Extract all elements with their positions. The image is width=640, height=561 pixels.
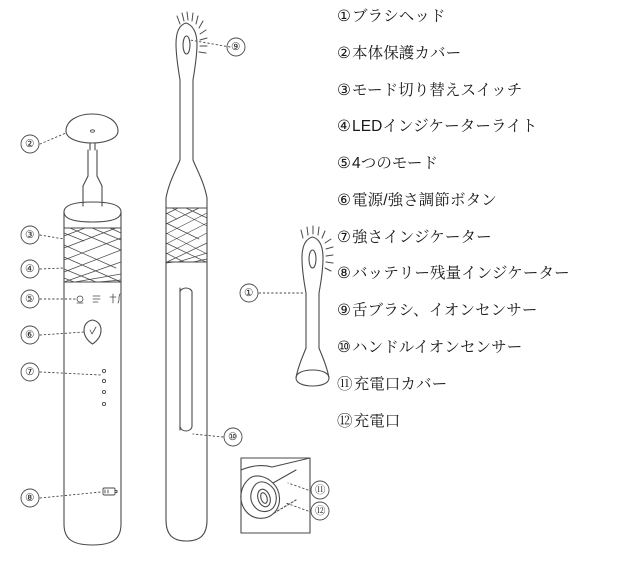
- legend-label-11: 充電口カバー: [353, 375, 448, 393]
- legend-number-11: ⑪: [337, 375, 353, 393]
- legend-label-1: ブラシヘッド: [352, 8, 446, 25]
- legend-label-5: 4つのモード: [352, 155, 439, 173]
- legend-item-6: [337, 192, 637, 211]
- legend-number-9: ⑨: [337, 302, 351, 320]
- legend-item-3: [337, 82, 637, 101]
- legend-item-4: [337, 118, 637, 137]
- legend-label-4: LEDインジケーターライト: [352, 118, 538, 136]
- callout-7: ⑦: [25, 366, 35, 378]
- legend-item-12: [337, 413, 637, 432]
- callout-2: ②: [25, 138, 35, 150]
- legend-item-7: [337, 229, 637, 248]
- legend-label-8: バッテリー残量インジケーター: [352, 265, 570, 283]
- callout-6: ⑥: [25, 329, 35, 341]
- legend-label-12: 充電口: [353, 412, 401, 430]
- legend-number-2: ②: [337, 44, 351, 62]
- assembled-toothbrush-illustration: [166, 12, 207, 541]
- legend-item-9: [337, 302, 637, 321]
- callout-11: ⑪: [315, 484, 326, 496]
- exploded-handle-illustration: [64, 114, 121, 545]
- legend-number-10: ⑩: [337, 339, 351, 357]
- charging-port-detail-illustration: [241, 458, 310, 533]
- legend-item-1: [337, 8, 637, 27]
- legend-number-4: ④: [337, 118, 351, 136]
- callout-9: ⑨: [231, 41, 241, 53]
- legend-item-2: [337, 45, 637, 64]
- legend-number-5: ⑤: [337, 155, 351, 173]
- callout-8: ⑧: [25, 492, 35, 504]
- legend-label-2: 本体保護カバー: [352, 44, 462, 62]
- legend-item-11: [337, 376, 637, 395]
- legend-number-8: ⑧: [337, 265, 351, 283]
- callout-10: ⑩: [228, 431, 238, 443]
- legend-number-3: ③: [337, 81, 351, 99]
- legend-label-9: 舌ブラシ、イオンセンサー: [352, 302, 538, 320]
- legend-label-10: ハンドルイオンセンサー: [352, 339, 523, 357]
- legend-item-10: [337, 339, 637, 358]
- legend-number-7: ⑦: [337, 228, 351, 246]
- legend-label-6: 電源/強さ調節ボタン: [352, 191, 497, 209]
- legend-number-6: ⑥: [337, 191, 351, 209]
- legend-label-3: モード切り替えスイッチ: [352, 81, 523, 99]
- detached-brush-head-illustration: [296, 226, 333, 386]
- legend-label-7: 強さインジケーター: [352, 228, 492, 246]
- callout-1: ①: [244, 287, 254, 299]
- callout-3: ③: [25, 229, 35, 241]
- callout-4: ④: [25, 263, 35, 275]
- legend-item-8: [337, 265, 637, 284]
- legend-list: [337, 8, 637, 449]
- callout-12: ⑫: [315, 505, 326, 517]
- legend-number-12: ⑫: [337, 412, 353, 430]
- legend-item-5: [337, 155, 637, 174]
- callout-5: ⑤: [25, 293, 35, 305]
- legend-number-1: ①: [337, 8, 351, 25]
